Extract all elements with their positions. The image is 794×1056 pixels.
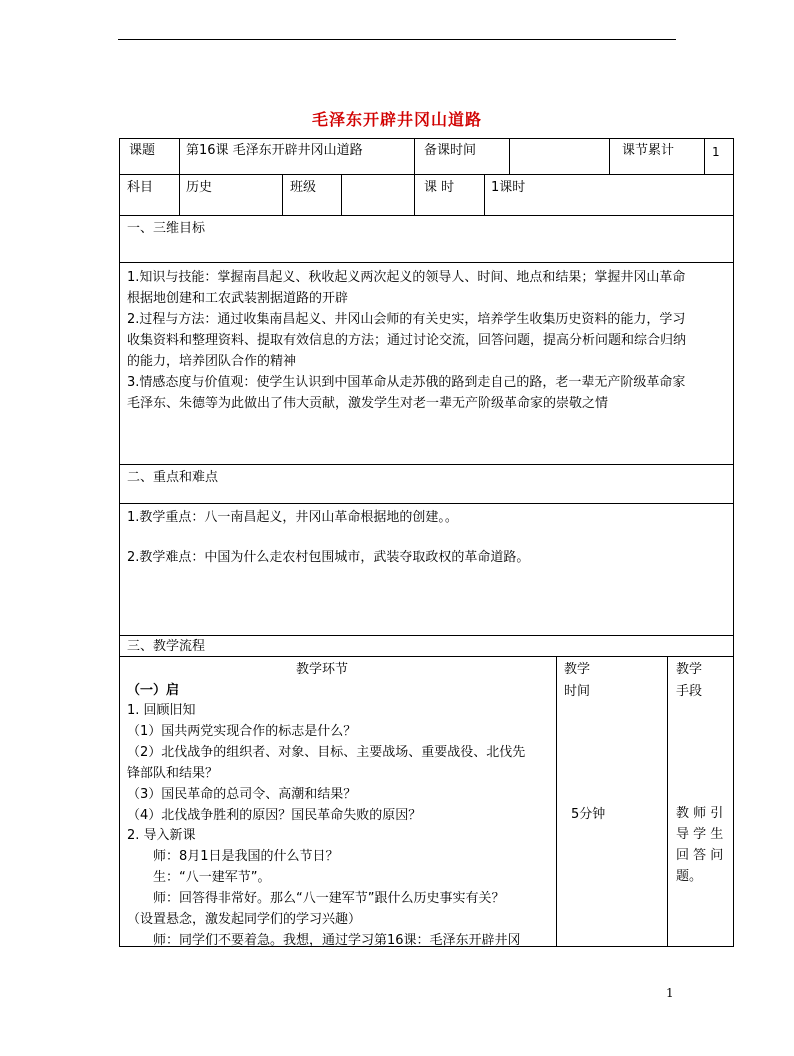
process-line: 师：8月1日是我国的什么节日？: [127, 849, 339, 865]
process-line: （4）北伐战争胜利的原因？国民革命失败的原因？: [127, 807, 422, 823]
means-body: [676, 803, 723, 887]
process-line: 锋部队和结果？: [127, 765, 219, 781]
time-value: 5分钟: [571, 807, 606, 822]
means-line: 回 答 问: [676, 848, 724, 863]
objective-line: 2.过程与方法：通过收集南昌起义、井冈山会师的有关史实，培养学生收集历史资料的能力，学习: [127, 312, 686, 327]
objective-line: 毛泽东、朱德等为此做出了伟大贡献，激发学生对老一辈无产阶级革命家的崇敬之情: [127, 396, 609, 411]
cumulative-label: 课节累计: [622, 143, 675, 158]
process-line: 师：回答得非常好。那么“八一建军节”跟什么历史事实有关？: [127, 891, 505, 907]
means-line: 教 师 引: [676, 806, 724, 821]
means-column-header: 手段: [676, 684, 703, 699]
course-value: 历史: [186, 180, 213, 195]
objective-line: 的能力，培养团队合作的精神: [127, 354, 297, 369]
process-line: （3）国民革命的总司令、高潮和结果？: [127, 786, 357, 802]
process-column-header: 教学环节: [296, 662, 349, 677]
cell-prep-value: [509, 138, 610, 175]
process-line: （1）国共两党实现合作的标志是什么？: [127, 723, 357, 739]
prep-time-label: 备课时间: [424, 143, 477, 158]
section2-heading: 二、重点和难点: [127, 470, 219, 485]
means-line: 题。: [676, 869, 703, 884]
process-line: 师：同学们不要着急。我想，通过学习第16课：毛泽东开辟井冈: [127, 932, 521, 948]
section1-heading-cell: [119, 215, 734, 263]
subject-label: 课题: [129, 143, 156, 158]
step-heading: （一）启: [127, 683, 180, 698]
time-column-header: 教学: [564, 662, 591, 677]
subject-value: 第16课 毛泽东开辟井冈山道路: [186, 143, 363, 158]
class-label: 班级: [290, 180, 317, 195]
period-label: 课 时: [424, 180, 455, 195]
section3-heading-cell: [119, 635, 734, 657]
means-line: 导 学 生: [676, 827, 724, 842]
period-value: 1课时: [491, 180, 526, 195]
course-label: 科目: [127, 180, 154, 195]
cumulative-value: 1: [712, 145, 720, 159]
cell-class-value: [341, 174, 415, 216]
time-column-header: 时间: [564, 684, 591, 699]
page-number: 1: [666, 986, 674, 1000]
difficulty: 2.教学难点：中国为什么走农村包围城市，武装夺取政权的革命道路。: [127, 550, 530, 565]
key-point: 1.教学重点：八一南昌起义，井冈山革命根据地的创建。。: [127, 510, 458, 525]
section3-heading: 三、教学流程: [127, 639, 206, 654]
section1-body: [127, 267, 686, 414]
document-title: 毛泽东开辟井冈山道路: [311, 110, 482, 129]
objective-line: 1.知识与技能：掌握南昌起义、秋收起义两次起义的领导人、时间、地点和结果；掌握井冈山革命: [127, 270, 686, 285]
header-rule: [118, 39, 676, 40]
section1-heading: 一、三维目标: [127, 221, 206, 236]
process-line: 1. 回顾旧知: [127, 703, 196, 718]
process-line: （2）北伐战争的组织者、对象、目标、主要战场、重要战役、北伐先: [127, 744, 526, 760]
process-line: 生：“八一建军节”。: [127, 870, 271, 886]
objective-line: 收集资料和整理资料、提取有效信息的方法；通过讨论交流，回答问题，提高分析问题和综合归纳: [127, 333, 687, 348]
process-line: 2. 导入新课: [127, 828, 196, 844]
process-body: [127, 701, 525, 952]
process-line: （设置悬念，激发起同学们的学习兴趣）: [127, 912, 362, 928]
objective-line: 3.情感态度与价值观：使学生认识到中国革命从走苏俄的路到走自己的路，老一辈无产阶级革命家: [127, 375, 686, 390]
means-column-header: 教学: [676, 662, 703, 677]
objective-line: 根据地创建和工农武装割据道路的开辟: [127, 291, 349, 306]
